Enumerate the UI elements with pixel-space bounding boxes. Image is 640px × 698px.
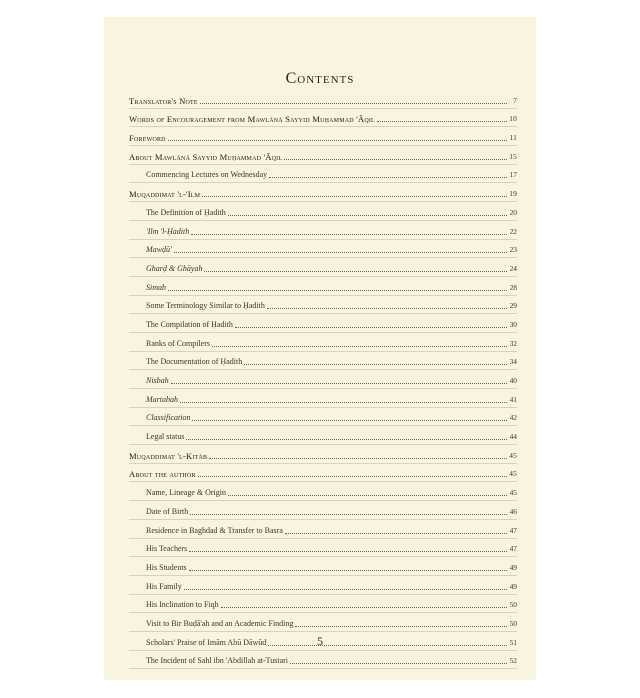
toc-entry-page: 49 [509, 581, 517, 591]
toc-entry-page: 45 [509, 488, 517, 498]
toc-entry [129, 482, 517, 501]
toc-entry-label: Foreword [129, 133, 166, 144]
toc-entry [129, 520, 517, 539]
toc-entry-label: The Definition of Ḥadith [146, 207, 226, 217]
toc-entry-label: His Students [146, 562, 187, 572]
dot-leader [186, 439, 507, 440]
toc-entry-page: 23 [509, 245, 517, 255]
toc-entry [129, 146, 517, 165]
dot-leader [295, 626, 507, 627]
toc-entry-page: 17 [509, 170, 517, 180]
toc-entry-page: 49 [509, 562, 517, 572]
toc-entry-label: Date of Birth [146, 506, 189, 516]
toc-entry [129, 296, 517, 315]
toc-entry [129, 501, 517, 520]
book-page [104, 17, 536, 680]
toc-entry [129, 464, 517, 483]
toc-entry-page: 46 [509, 506, 517, 516]
toc-entry-label: About the author [129, 469, 196, 480]
dot-leader [180, 402, 507, 403]
toc-entry [129, 240, 517, 259]
toc-entry-label: His Family [146, 581, 182, 591]
toc-entry-page: 47 [509, 525, 517, 535]
toc-entry-page: 10 [509, 114, 517, 124]
dot-leader [189, 551, 507, 552]
toc-entry [129, 314, 517, 333]
toc-entry-page: 52 [509, 656, 517, 666]
dot-leader [221, 607, 507, 608]
dot-leader [184, 589, 507, 590]
dot-leader [285, 533, 507, 534]
page-title: Contents [285, 70, 355, 87]
dot-leader [202, 196, 507, 197]
dot-leader [189, 570, 507, 571]
toc-entry-page: 32 [509, 338, 517, 348]
toc-entry-label: Words of Encouragement from Mawlānā Sayyid Muḥammad 'Āqil [129, 114, 375, 125]
toc-entry-label: Visit to Bir Buḍā'ah and an Academic Finding [146, 618, 294, 628]
toc-entry-page: 51 [509, 637, 517, 647]
toc-entry-label: Translator's Note [129, 95, 198, 106]
toc-entry-label: Muqaddimat 'l-'Ilm [129, 189, 201, 200]
toc-entry-page: 28 [509, 282, 517, 292]
toc-entry-page: 45 [509, 469, 517, 479]
toc-entry-label: Gharḍ & Ghāyah [146, 263, 203, 273]
toc-entry-label: Name, Lineage & Origin [146, 488, 226, 498]
toc-entry-label: Nisbah [146, 376, 169, 385]
toc-entry-page: 50 [509, 600, 517, 610]
dot-leader [200, 103, 507, 104]
toc-entry-label: Muqaddimat 'l-Kitāb [129, 450, 208, 461]
dot-leader [174, 252, 507, 253]
toc-entry-label: Commencing Lectures on Wednesday [146, 170, 268, 180]
toc-entry [129, 613, 517, 632]
toc-entry-label: Ranks of Compilers [146, 338, 210, 348]
toc-entry-page: 19 [509, 189, 517, 199]
toc-entry [129, 408, 517, 427]
toc-entry-page: 20 [509, 207, 517, 217]
toc-entry-page: 24 [509, 263, 517, 273]
toc-entry-label: About Mawlānā Sayyid Muḥammad 'Āqil [129, 151, 283, 162]
dot-leader [198, 476, 507, 477]
toc-entry-page: 34 [509, 357, 517, 367]
toc-entry-page: 7 [513, 95, 517, 105]
dot-leader [168, 140, 507, 141]
toc-entry-label: Mawḍū' [146, 245, 172, 255]
toc-entry [129, 127, 517, 146]
toc-entry-label: Residence in Baghdad & Transfer to Basra [146, 525, 283, 535]
toc-entry-label: The Documentation of Ḥadith [146, 357, 243, 367]
toc-entry-page: 50 [509, 618, 517, 628]
toc-entry [129, 90, 517, 109]
toc-entry-label: His Inclination to Fiqh [146, 600, 219, 610]
table-of-contents [129, 90, 517, 669]
toc-entry [129, 258, 517, 277]
dot-leader [377, 121, 507, 122]
dot-leader [228, 495, 507, 496]
toc-entry [129, 595, 517, 614]
dot-leader [192, 420, 507, 421]
dot-leader [190, 514, 507, 515]
page-number: 5 [317, 634, 323, 648]
toc-entry-label: His Teachers [146, 544, 188, 554]
toc-entry-page: 30 [509, 319, 517, 329]
dot-leader [244, 364, 507, 365]
dot-leader [284, 159, 507, 160]
toc-entry [129, 277, 517, 296]
toc-entry [129, 445, 517, 464]
toc-entry-page: 41 [509, 394, 517, 404]
toc-entry [129, 333, 517, 352]
dot-leader [269, 177, 507, 178]
toc-entry [129, 539, 517, 558]
toc-entry-page: 29 [509, 301, 517, 311]
toc-entry-page: 44 [509, 432, 517, 442]
toc-entry-label: The Compilation of Ḥadith [146, 319, 233, 329]
dot-leader [290, 663, 507, 664]
toc-entry-label: Classification [146, 413, 191, 423]
dot-leader [204, 271, 507, 272]
toc-entry-label: Martabah [146, 394, 178, 404]
toc-entry [129, 651, 517, 670]
dot-leader [228, 215, 507, 216]
toc-entry-page: 45 [509, 450, 517, 460]
toc-entry [129, 557, 517, 576]
toc-entry [129, 389, 517, 408]
dot-leader [171, 383, 507, 384]
dot-leader [267, 308, 507, 309]
toc-entry-page: 11 [509, 133, 517, 143]
toc-entry [129, 109, 517, 128]
toc-entry-page: 40 [509, 376, 517, 385]
toc-entry [129, 426, 517, 445]
toc-entry-label: The Incident of Sahl ibn 'Abdillah at-Tustari [146, 656, 289, 666]
toc-entry-label: Simah [146, 282, 166, 292]
toc-entry [129, 202, 517, 221]
dot-leader [212, 346, 507, 347]
dot-leader [191, 234, 507, 235]
toc-entry [129, 183, 517, 202]
toc-entry [129, 352, 517, 371]
toc-entry [129, 370, 517, 389]
dot-leader [209, 458, 507, 459]
dot-leader [168, 290, 507, 291]
toc-entry-page: 47 [509, 544, 517, 554]
toc-entry-label: Legal status [146, 432, 185, 442]
toc-entry-page: 22 [509, 226, 517, 236]
dot-leader [235, 327, 507, 328]
toc-entry-page: 15 [509, 151, 517, 161]
toc-entry [129, 576, 517, 595]
toc-entry [129, 221, 517, 240]
toc-entry-page: 42 [509, 413, 517, 423]
toc-entry-label: Scholars' Praise of Imām Abū Dāwūd [146, 637, 267, 647]
toc-entry-label: Some Terminology Similar to Ḥadith [146, 301, 265, 311]
toc-entry [129, 165, 517, 184]
toc-entry-label: 'Ilm 'l-Ḥadith [146, 226, 190, 236]
